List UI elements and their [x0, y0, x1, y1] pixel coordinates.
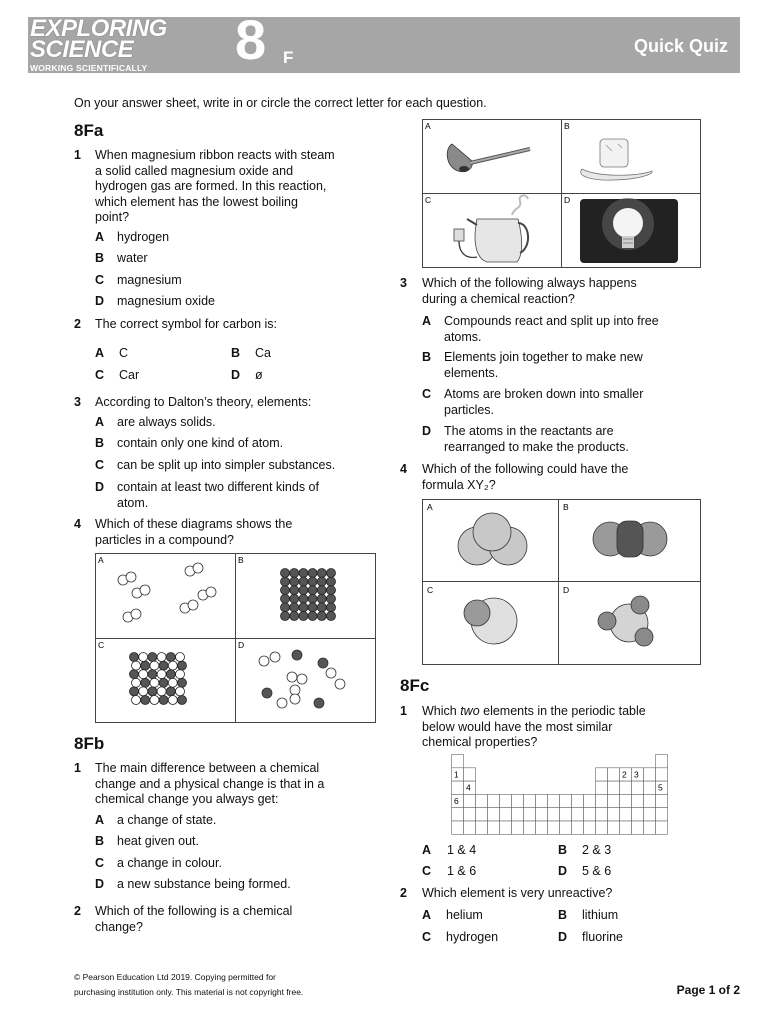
- particle: [168, 678, 177, 687]
- periodic-table-cell: [608, 821, 620, 834]
- particle: [130, 653, 139, 662]
- particle: [157, 687, 166, 696]
- periodic-table-cell: [656, 755, 668, 768]
- logo-line-1: EXPLORING: [30, 15, 167, 42]
- particle: [308, 603, 317, 612]
- question-text: Which two elements in the periodic table below would have the most similar chemical properties?: [422, 704, 646, 749]
- particle: [308, 586, 317, 595]
- option-text: fluorine: [582, 930, 623, 944]
- svg-text:B: B: [563, 502, 569, 512]
- particle: [317, 594, 326, 603]
- option-text: a change in colour.: [117, 856, 222, 870]
- particle: [148, 653, 157, 662]
- option-letter: D: [95, 294, 105, 308]
- question-text: The correct symbol for carbon is:: [95, 317, 278, 331]
- particle: [176, 653, 185, 662]
- option-letter: A: [95, 346, 105, 360]
- periodic-table-cell: [560, 794, 572, 807]
- periodic-table-cell: [620, 794, 632, 807]
- particle: [259, 656, 269, 666]
- particle: [290, 685, 300, 695]
- periodic-table-cell: [608, 794, 620, 807]
- option-letter: D: [558, 930, 568, 944]
- periodic-table-svg: [451, 754, 668, 836]
- option-letter: A: [422, 908, 432, 922]
- periodic-table-cell: [452, 808, 464, 821]
- option-letter: C: [422, 387, 432, 401]
- particle: [299, 612, 308, 621]
- periodic-table-cell: [536, 808, 548, 821]
- question-text: The main difference between a chemical change and a physical change is that in a chemical change you always get:: [95, 761, 325, 806]
- particle: [188, 600, 198, 610]
- question-text: Which of the following always happens during a chemical reaction?: [422, 276, 637, 306]
- particle: [317, 577, 326, 586]
- particle: [335, 679, 345, 689]
- periodic-table-cell: [572, 808, 584, 821]
- particle: [141, 661, 150, 670]
- periodic-table-cell: [644, 768, 656, 781]
- particle: [317, 586, 326, 595]
- particle: [178, 678, 187, 687]
- option-text: can be split up into simpler substances.: [117, 458, 336, 472]
- section-heading-8fb: 8Fb: [74, 734, 105, 753]
- particle: [159, 661, 168, 670]
- periodic-table-label: 6: [454, 795, 459, 806]
- particle: [193, 563, 203, 573]
- change-images-svg: [422, 119, 701, 268]
- particle: [281, 569, 290, 578]
- periodic-table-cell: [452, 781, 464, 794]
- question-number: 1: [400, 704, 407, 718]
- logo-line-3: WORKING SCIENTIFICALLY: [30, 63, 148, 73]
- particle: [139, 687, 148, 696]
- periodic-table-cell: [560, 808, 572, 821]
- periodic-table-cell: [656, 821, 668, 834]
- periodic-table: [451, 754, 668, 836]
- option-letter: D: [95, 480, 105, 494]
- particle: [270, 652, 280, 662]
- periodic-table-cell: [632, 821, 644, 834]
- periodic-table-cell: [608, 768, 620, 781]
- option-text: Compounds react and split up into free atoms.: [444, 314, 659, 344]
- molecule-b: [593, 521, 667, 557]
- particle: [287, 672, 297, 682]
- particle: [262, 688, 272, 698]
- particle: [157, 670, 166, 679]
- exploring-science-logo: [30, 15, 220, 73]
- question-text: According to Dalton’s theory, elements:: [95, 395, 312, 409]
- periodic-table-cell: [464, 808, 476, 821]
- copyright-notice: © Pearson Education Ltd 2019. Copying permitted for purchasing institution only. This material is not copyright free.: [74, 972, 304, 997]
- particle: [132, 696, 141, 705]
- option-text: ø: [255, 368, 263, 382]
- option-text: magnesium oxide: [117, 294, 215, 308]
- particle: [292, 650, 302, 660]
- particle: [299, 603, 308, 612]
- question-number: 3: [400, 276, 407, 290]
- periodic-table-cell: [560, 821, 572, 834]
- panel-label-c: C: [98, 640, 105, 650]
- option-letter: C: [422, 864, 432, 878]
- svg-text:A: A: [427, 502, 433, 512]
- particle-diagram-svg: [95, 553, 376, 723]
- option-text: Atoms are broken down into smaller particles.: [444, 387, 644, 417]
- periodic-table-cell: [596, 808, 608, 821]
- chemical-formula: XY₂: [467, 477, 489, 492]
- periodic-table-cell: [644, 781, 656, 794]
- periodic-table-cell: [524, 821, 536, 834]
- particle: [150, 661, 159, 670]
- periodic-table-label: 4: [466, 782, 471, 793]
- periodic-table-label: 2: [622, 769, 627, 780]
- periodic-table-cell: [464, 794, 476, 807]
- periodic-table-cell: [476, 794, 488, 807]
- question-text: Which of the following is a chemical change?: [95, 904, 293, 934]
- option-letter: C: [95, 856, 105, 870]
- option-letter: A: [95, 230, 105, 244]
- particle: [290, 569, 299, 578]
- particle: [290, 586, 299, 595]
- option-letter: A: [422, 314, 432, 328]
- particle: [327, 577, 336, 586]
- periodic-table-cell: [620, 821, 632, 834]
- svg-text:C: C: [427, 585, 434, 595]
- option-text: Elements join together to make new elements.: [444, 350, 643, 380]
- option-text: are always solids.: [117, 415, 216, 429]
- option-letter: A: [95, 813, 105, 827]
- particle: [314, 698, 324, 708]
- option-text: C: [119, 346, 129, 360]
- particle: [159, 678, 168, 687]
- question-text: Which of the following could have the formula XY₂?: [422, 462, 629, 492]
- section-heading-8fa: 8Fa: [74, 121, 104, 140]
- unit-letter: F: [283, 48, 294, 67]
- particle: [308, 612, 317, 621]
- particle: [290, 612, 299, 621]
- option-text: hydrogen: [117, 230, 170, 244]
- option-letter: B: [558, 843, 568, 857]
- particle: [317, 569, 326, 578]
- svg-text:D: D: [564, 195, 571, 205]
- periodic-table-cell: [644, 808, 656, 821]
- particle: [157, 653, 166, 662]
- periodic-table-cell: [452, 821, 464, 834]
- particle: [166, 687, 175, 696]
- question-number: 1: [74, 148, 81, 162]
- periodic-table-cell: [512, 808, 524, 821]
- periodic-table-cell: [620, 808, 632, 821]
- particle: [308, 594, 317, 603]
- question-number: 3: [74, 395, 81, 409]
- svg-text:A: A: [425, 121, 431, 131]
- option-text: Car: [119, 368, 140, 382]
- option-letter: A: [422, 843, 432, 857]
- option-text: 1 & 4: [447, 843, 477, 857]
- panel-label-a: A: [98, 555, 104, 565]
- periodic-table-cell: [536, 794, 548, 807]
- particle: [141, 678, 150, 687]
- unit-number: 8: [235, 8, 267, 71]
- section-heading-8fc: 8Fc: [400, 676, 430, 695]
- option-text: helium: [446, 908, 483, 922]
- option-letter: B: [231, 346, 241, 360]
- particle: [290, 603, 299, 612]
- particle: [139, 653, 148, 662]
- particle: [206, 587, 216, 597]
- particle: [166, 670, 175, 679]
- periodic-table-cell: [500, 808, 512, 821]
- particle: [317, 612, 326, 621]
- periodic-table-cell: [632, 794, 644, 807]
- change-images: [422, 119, 701, 268]
- option-text: 1 & 6: [447, 864, 477, 878]
- particle: [290, 594, 299, 603]
- particle: [176, 670, 185, 679]
- option-letter: B: [558, 908, 568, 922]
- periodic-table-cell: [500, 821, 512, 834]
- particle: [141, 696, 150, 705]
- particle: [327, 569, 336, 578]
- light-bulb-image: [580, 198, 678, 263]
- particle: [281, 612, 290, 621]
- periodic-table-cell: [524, 794, 536, 807]
- periodic-table-cell: [656, 794, 668, 807]
- option-text: heat given out.: [117, 834, 200, 848]
- molecule-diagrams: [422, 499, 701, 665]
- option-text: 5 & 6: [582, 864, 612, 878]
- svg-text:C: C: [425, 195, 432, 205]
- molecule-diagrams-svg: [422, 499, 701, 665]
- instructions: On your answer sheet, write in or circle the correct letter for each question.: [74, 96, 487, 110]
- particle: [166, 653, 175, 662]
- particle: [317, 603, 326, 612]
- periodic-table-cell: [512, 794, 524, 807]
- particle: [308, 569, 317, 578]
- periodic-table-cell: [644, 821, 656, 834]
- option-letter: B: [95, 251, 105, 265]
- option-letter: B: [422, 350, 432, 364]
- option-text: magnesium: [117, 273, 182, 287]
- question-number: 2: [400, 886, 407, 900]
- particle: [178, 661, 187, 670]
- option-text: water: [117, 251, 148, 265]
- particle: [281, 603, 290, 612]
- option-text: hydrogen: [446, 930, 499, 944]
- option-letter: B: [95, 436, 105, 450]
- periodic-table-cell: [656, 808, 668, 821]
- option-letter: D: [231, 368, 241, 382]
- periodic-table-cell: [596, 768, 608, 781]
- panel-label-d: D: [238, 640, 245, 650]
- question-text: When magnesium ribbon reacts with steam a solid called magnesium oxide and hydrogen gas are formed. In this reaction, which element has the lowest boiling point?: [95, 148, 335, 224]
- periodic-table-cell: [584, 808, 596, 821]
- particle: [327, 603, 336, 612]
- particle: [281, 577, 290, 586]
- particle: [299, 594, 308, 603]
- particle: [132, 678, 141, 687]
- periodic-table-cell: [524, 808, 536, 821]
- option-letter: C: [95, 368, 105, 382]
- option-text: Ca: [255, 346, 271, 360]
- periodic-table-cell: [488, 794, 500, 807]
- particle: [299, 569, 308, 578]
- periodic-table-cell: [536, 821, 548, 834]
- option-letter: A: [95, 415, 105, 429]
- option-text: 2 & 3: [582, 843, 612, 857]
- particle: [148, 687, 157, 696]
- particle: [132, 661, 141, 670]
- particle: [290, 694, 300, 704]
- option-text: The atoms in the reactants are rearranged to make the products.: [444, 424, 629, 454]
- periodic-table-cell: [644, 794, 656, 807]
- periodic-table-cell: [548, 808, 560, 821]
- option-letter: C: [95, 458, 105, 472]
- particle: [281, 594, 290, 603]
- periodic-table-label: 3: [634, 769, 639, 780]
- option-text: a new substance being formed.: [117, 877, 291, 891]
- particle: [327, 586, 336, 595]
- particle: [159, 696, 168, 705]
- particle: [326, 668, 336, 678]
- question-number: 2: [74, 317, 81, 331]
- particle: [126, 572, 136, 582]
- question-text: Which element is very unreactive?: [422, 886, 613, 900]
- periodic-table-cell: [488, 821, 500, 834]
- particle: [297, 674, 307, 684]
- particle: [308, 577, 317, 586]
- periodic-table-cell: [548, 794, 560, 807]
- particle: [150, 696, 159, 705]
- svg-text:B: B: [564, 121, 570, 131]
- periodic-table-label: 1: [454, 769, 459, 780]
- option-letter: B: [95, 834, 105, 848]
- page-title: Quick Quiz: [633, 36, 728, 56]
- option-letter: C: [422, 930, 432, 944]
- particle: [130, 670, 139, 679]
- periodic-table-cell: [572, 821, 584, 834]
- periodic-table-cell: [488, 808, 500, 821]
- periodic-table-cell: [464, 768, 476, 781]
- question-text: Which of these diagrams shows the particles in a compound?: [95, 517, 293, 547]
- svg-text:D: D: [563, 585, 570, 595]
- periodic-table-cell: [464, 821, 476, 834]
- periodic-table-cell: [656, 768, 668, 781]
- periodic-table-cell: [596, 794, 608, 807]
- periodic-table-cell: [476, 821, 488, 834]
- page-number: Page 1 of 2: [676, 983, 740, 997]
- particle-diagrams: [95, 553, 376, 723]
- particle: [131, 609, 141, 619]
- option-text: contain only one kind of atom.: [117, 436, 284, 450]
- periodic-table-cell: [512, 821, 524, 834]
- option-letter: D: [422, 424, 432, 438]
- periodic-table-cell: [632, 781, 644, 794]
- periodic-table-cell: [596, 781, 608, 794]
- particle: [150, 678, 159, 687]
- particle: [290, 577, 299, 586]
- option-letter: D: [558, 864, 568, 878]
- particle: [327, 594, 336, 603]
- particle: [176, 687, 185, 696]
- particle: [168, 696, 177, 705]
- particle: [140, 585, 150, 595]
- periodic-table-cell: [476, 808, 488, 821]
- option-text: contain at least two different kinds of atom.: [117, 480, 319, 510]
- particle: [148, 670, 157, 679]
- particle: [277, 698, 287, 708]
- periodic-table-cell: [572, 794, 584, 807]
- question-number: 2: [74, 904, 81, 918]
- periodic-table-cell: [452, 755, 464, 768]
- periodic-table-cell: [608, 808, 620, 821]
- particle: [130, 687, 139, 696]
- periodic-table-cell: [548, 821, 560, 834]
- question-number: 4: [400, 462, 407, 476]
- question-number: 1: [74, 761, 81, 775]
- particle: [299, 586, 308, 595]
- particle: [318, 658, 328, 668]
- periodic-table-cell: [584, 794, 596, 807]
- periodic-table-cell: [596, 821, 608, 834]
- particle: [168, 661, 177, 670]
- panel-label-b: B: [238, 555, 244, 565]
- periodic-table-cell: [620, 781, 632, 794]
- particle: [327, 612, 336, 621]
- question-number: 4: [74, 517, 81, 531]
- particle: [299, 577, 308, 586]
- periodic-table-cell: [608, 781, 620, 794]
- option-letter: D: [95, 877, 105, 891]
- particle: [178, 696, 187, 705]
- particle: [139, 670, 148, 679]
- option-letter: C: [95, 273, 105, 287]
- periodic-table-cell: [632, 808, 644, 821]
- option-text: lithium: [582, 908, 619, 922]
- option-text: a change of state.: [117, 813, 217, 827]
- periodic-table-cell: [500, 794, 512, 807]
- particle: [281, 586, 290, 595]
- logo-line-2: SCIENCE: [30, 36, 134, 63]
- periodic-table-label: 5: [658, 782, 663, 793]
- periodic-table-cell: [584, 821, 596, 834]
